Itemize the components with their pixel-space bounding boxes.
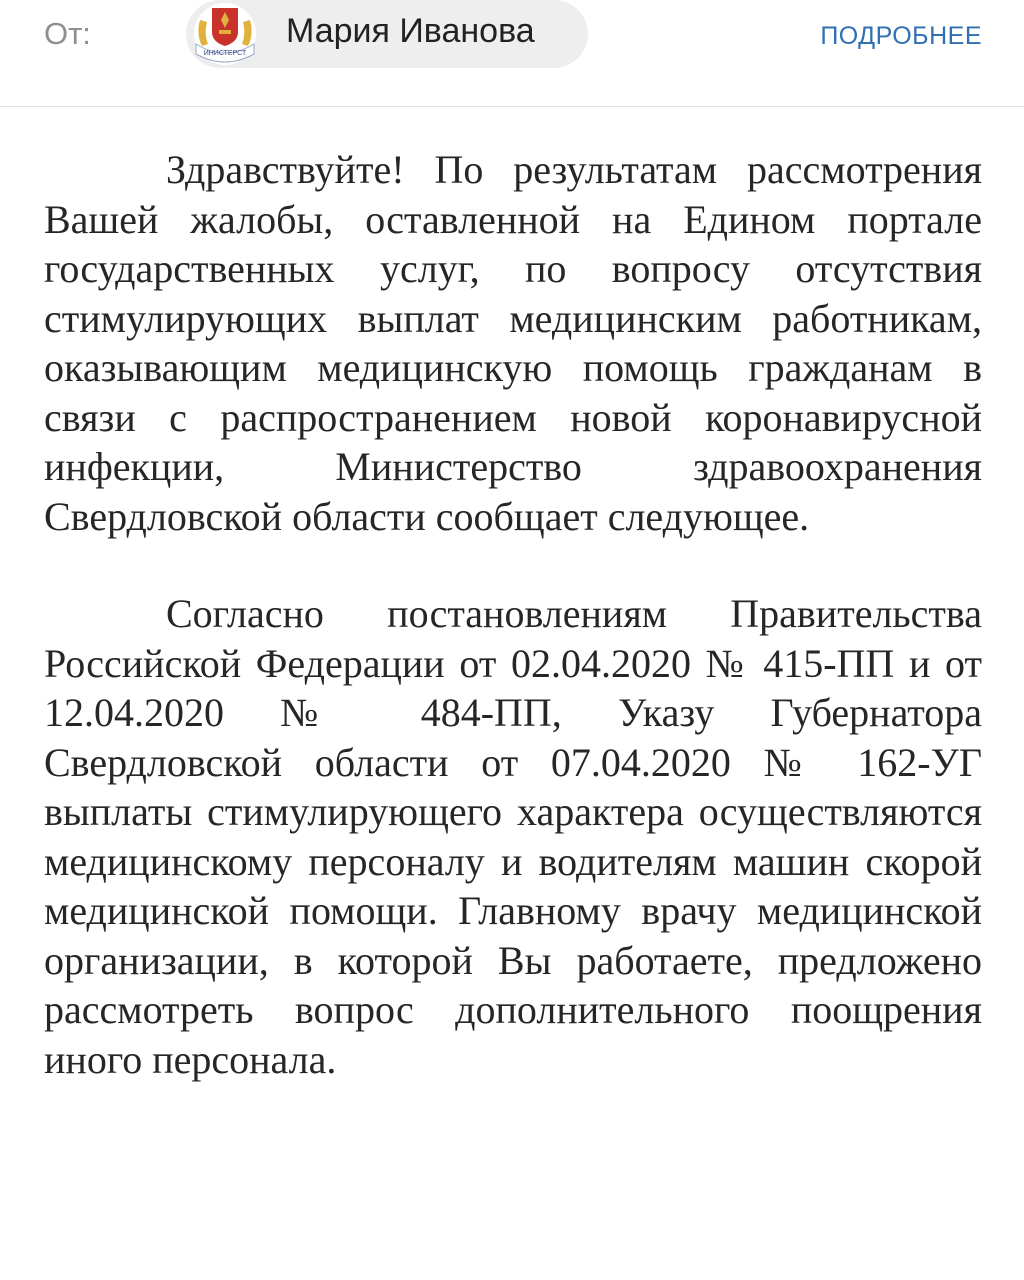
emblem-caption: ИНИСТЕРСТ [203,50,247,57]
ministry-emblem-icon [192,0,258,68]
sender-chip[interactable] [186,0,588,68]
details-link[interactable]: ПОДРОБНЕЕ [820,22,982,50]
letter-body [44,145,982,1084]
sender-name: Мария Иванова [286,12,535,50]
letter-paragraph-2: Согласно постановлениям Правительства Российской Федерации от 02.04.2020 № 415-ПП и от 12.04.2020 № 484-ПП, Указу Губернатора Свердловской области от 07.04.2020 № 162-УГ выплаты стимулирующего характера осуществляются медицинскому персоналу и водителям машин скорой медицинской помощи. Главному врачу медицинской организации, в которой Вы работаете, предложено рассмотреть вопрос дополнительного поощрения иного персонала. [44,591,982,1082]
email-header [0,0,1024,107]
from-label: От: [44,16,91,51]
letter-paragraph-1: Здравствуйте! По результатам рассмотрения Вашей жалобы, оставленной на Едином портале государственных услуг, по вопросу отсутствия стимулирующих выплат медицинским работникам, оказывающим медицинскую помощь гражданам в связи с распространением новой коронавирусной инфекции, Министерство здравоохранения Свердловской области сообщает следующее. [44,147,982,539]
